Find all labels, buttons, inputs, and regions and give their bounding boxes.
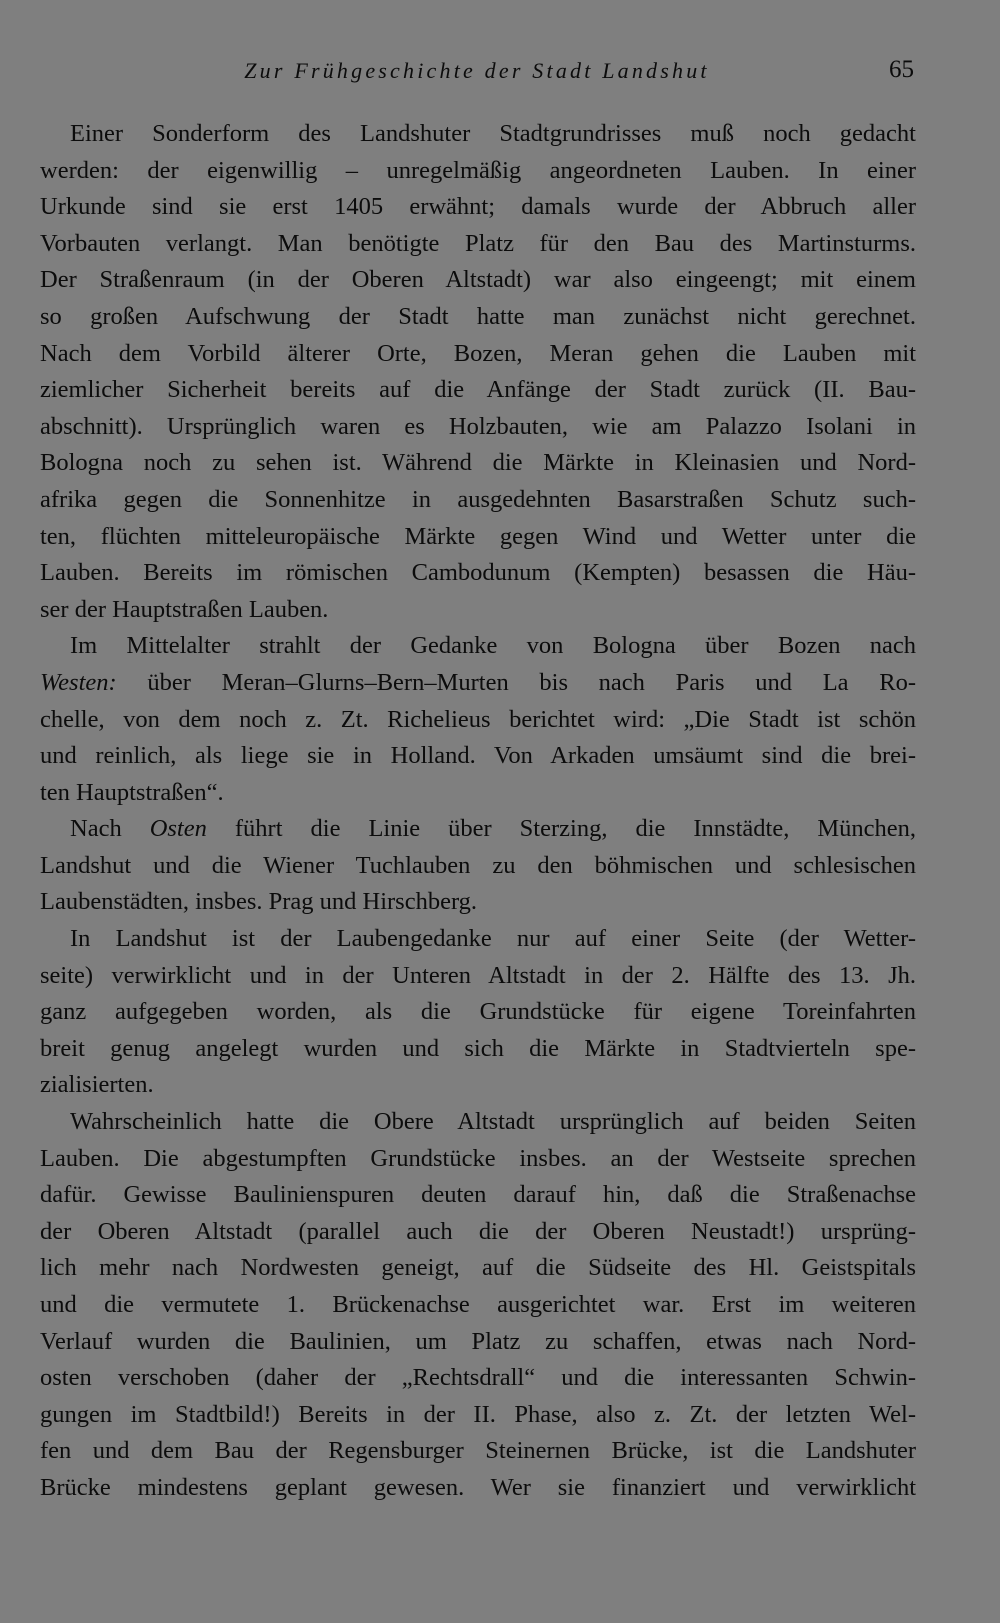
line-text: breit genug angelegt wurden und sich die Märkte in Stadtvierteln spe- (40, 1034, 916, 1062)
line-text: ser der Hauptstraßen Lauben. (40, 595, 329, 623)
text-line (40, 1397, 916, 1434)
text-line (40, 116, 916, 153)
text-line (40, 848, 916, 885)
text-line (40, 262, 916, 299)
emphasis-text: Westen: (40, 668, 117, 696)
paragraph (40, 921, 916, 1104)
text-line (40, 1214, 916, 1251)
paragraph (40, 1104, 916, 1507)
line-text: Nach (70, 815, 150, 843)
text-line (40, 592, 916, 629)
text-line (40, 1141, 916, 1178)
line-text: Brücke mindestens geplant gewesen. Wer sie finanziert und verwirklicht (40, 1473, 916, 1501)
text-line (40, 482, 916, 519)
text-line (40, 372, 916, 409)
text-line (40, 153, 916, 190)
text-line (40, 1287, 916, 1324)
line-text: lich mehr nach Nordwesten geneigt, auf die Südseite des Hl. Geistspitals (40, 1254, 916, 1282)
line-text: In Landshut ist der Laubengedanke nur auf einer Seite (der Wetter- (70, 925, 916, 953)
line-text: Laubenstädten, insbes. Prag und Hirschberg. (40, 888, 478, 916)
text-line (40, 1067, 916, 1104)
text-line (40, 1177, 916, 1214)
line-text: Verlauf wurden die Baulinien, um Platz zu schaffen, etwas nach Nord- (40, 1327, 916, 1355)
line-text: und reinlich, als liege sie in Holland. Von Arkaden umsäumt sind die brei- (40, 742, 916, 770)
text-line (40, 519, 916, 556)
text-line (40, 299, 916, 336)
line-text: führt die Linie über Sterzing, die Innstädte, München, (206, 815, 916, 843)
line-text: über Meran–Glurns–Bern–Murten bis nach Paris und La Ro- (116, 668, 916, 696)
line-text: so großen Aufschwung der Stadt hatte man zunächst nicht gerechnet. (40, 302, 916, 330)
text-line (40, 1433, 916, 1470)
text-line (40, 189, 916, 226)
line-text: ziemlicher Sicherheit bereits auf die Anfänge der Stadt zurück (II. Bau- (40, 376, 916, 404)
text-line (40, 1360, 916, 1397)
text-line (40, 811, 916, 848)
text-line (40, 958, 916, 995)
line-text: Wahrscheinlich hatte die Obere Altstadt ursprünglich auf beiden Seiten (70, 1108, 916, 1136)
line-text: Lauben. Die abgestumpften Grundstücke insbes. an der Westseite sprechen (40, 1144, 916, 1172)
text-line (40, 775, 916, 812)
line-text: der Oberen Altstadt (parallel auch die der Oberen Neustadt!) ursprüng- (40, 1217, 916, 1245)
line-text: abschnitt). Ursprünglich waren es Holzbauten, wie am Palazzo Isolani in (40, 412, 916, 440)
text-line (40, 1250, 916, 1287)
line-text: seite) verwirklicht und in der Unteren Altstadt in der 2. Hälfte des 13. Jh. (40, 961, 916, 989)
text-line (40, 409, 916, 446)
text-line (40, 1470, 916, 1507)
page-number: 65 (889, 56, 914, 83)
text-line (40, 884, 916, 921)
line-text: werden: der eigenwillig – unregelmäßig angeordneten Lauben. In einer (40, 156, 916, 184)
line-text: Vorbauten verlangt. Man benötigte Platz für den Bau des Martinsturms. (40, 229, 916, 257)
line-text: Nach dem Vorbild älterer Orte, Bozen, Meran gehen die Lauben mit (40, 339, 916, 367)
body-text (40, 116, 916, 1507)
running-title: Zur Frühgeschichte der Stadt Landshut (244, 58, 710, 83)
line-text: Lauben. Bereits im römischen Cambodunum (Kempten) besassen die Häu- (40, 559, 916, 587)
line-text: Im Mittelalter strahlt der Gedanke von Bologna über Bozen nach (70, 632, 916, 660)
text-line (40, 1104, 916, 1141)
text-line (40, 628, 916, 665)
running-head (40, 54, 914, 90)
text-line (40, 226, 916, 263)
line-text: chelle, von dem noch z. Zt. Richelieus berichtet wird: „Die Stadt ist schön (40, 705, 916, 733)
line-text: fen und dem Bau der Regensburger Steinernen Brücke, ist die Landshuter (40, 1437, 916, 1465)
text-line (40, 1324, 916, 1361)
line-text: Urkunde sind sie erst 1405 erwähnt; damals wurde der Abbruch aller (40, 193, 916, 221)
text-line (40, 445, 916, 482)
text-line (40, 702, 916, 739)
paragraph (40, 628, 916, 811)
text-line (40, 994, 916, 1031)
line-text: Bologna noch zu sehen ist. Während die Märkte in Kleinasien und Nord- (40, 449, 916, 477)
text-line (40, 738, 916, 775)
line-text: afrika gegen die Sonnenhitze in ausgedehnten Basarstraßen Schutz such- (40, 485, 916, 513)
text-line (40, 336, 916, 373)
line-text: zialisierten. (40, 1071, 154, 1099)
text-line (40, 665, 916, 702)
line-text: ten Hauptstraßen“. (40, 778, 224, 806)
line-text: und die vermutete 1. Brückenachse ausgerichtet war. Erst im weiteren (40, 1291, 916, 1318)
line-text: Der Straßenraum (in der Oberen Altstadt) war also eingeengt; mit einem (40, 266, 916, 294)
text-line (40, 921, 916, 958)
line-text: osten verschoben (daher der „Rechtsdrall“ und die interessanten Schwin- (40, 1364, 916, 1392)
line-text: gungen im Stadtbild!) Bereits in der II. Phase, also z. Zt. der letzten Wel- (40, 1400, 916, 1428)
line-text: Einer Sonderform des Landshuter Stadtgrundrisses muß noch gedacht (70, 120, 916, 147)
text-line (40, 1031, 916, 1068)
paragraph (40, 116, 916, 628)
line-text: dafür. Gewisse Baulinienspuren deuten darauf hin, daß die Straßenachse (40, 1181, 916, 1209)
line-text: Landshut und die Wiener Tuchlauben zu den böhmischen und schlesischen (40, 851, 916, 879)
line-text: ten, flüchten mitteleuropäische Märkte gegen Wind und Wetter unter die (40, 522, 916, 550)
line-text: ganz aufgegeben worden, als die Grundstücke für eigene Toreinfahrten (40, 998, 916, 1026)
emphasis-text: Osten (149, 815, 207, 843)
paragraph (40, 811, 916, 921)
text-line (40, 555, 916, 592)
